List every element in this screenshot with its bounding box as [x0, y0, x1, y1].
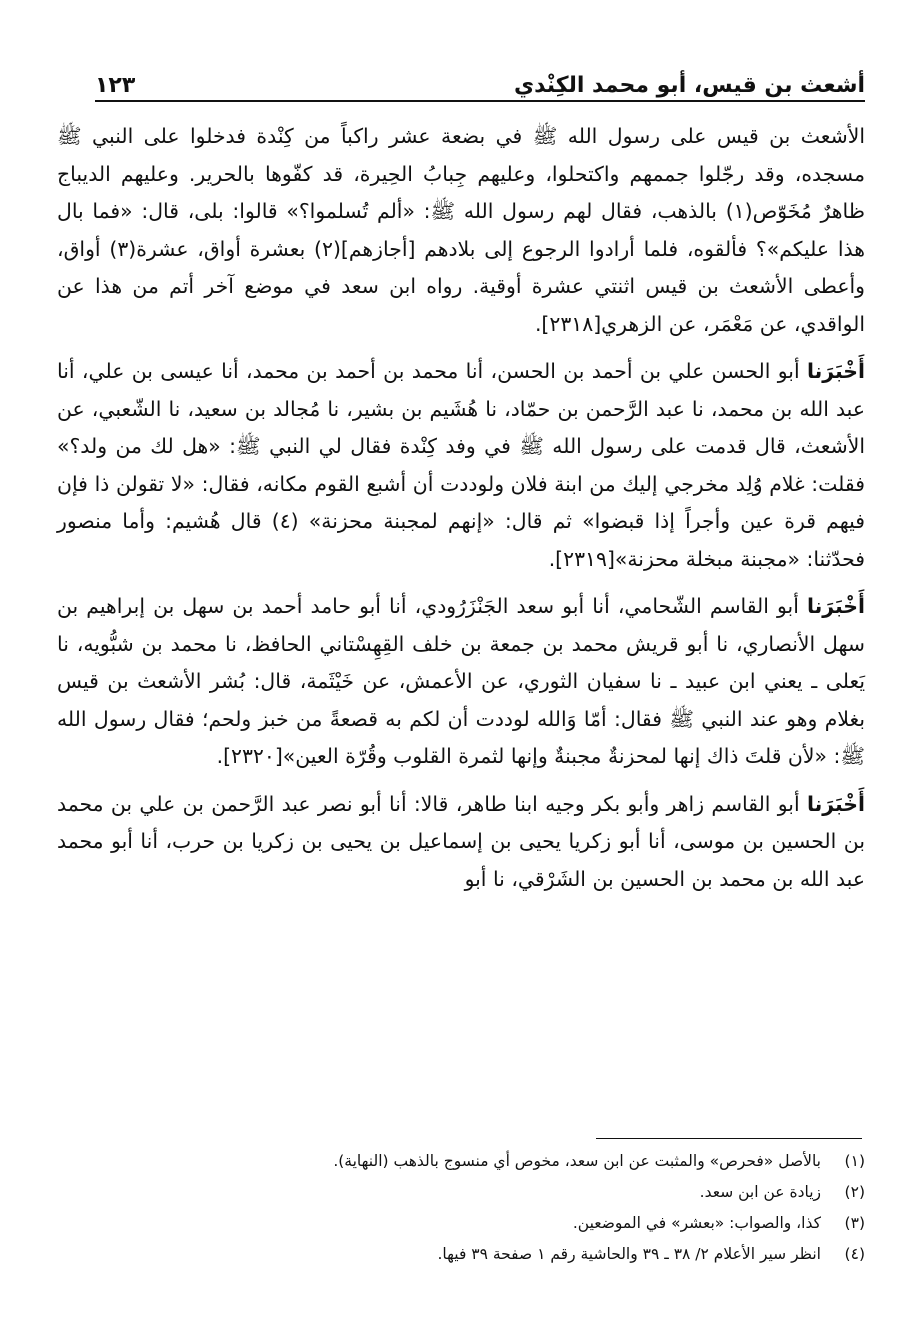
main-text: [57, 118, 865, 898]
paragraph-2-lead: أَخْبَرَنا: [806, 359, 865, 383]
footnote-2: [57, 1177, 865, 1208]
page-header: [95, 54, 865, 102]
footnote-1: [57, 1146, 865, 1177]
paragraph-3: [57, 588, 865, 776]
footnotes: [57, 1146, 865, 1270]
footnote-2-text: زيادة عن ابن سعد.: [699, 1183, 821, 1201]
paragraph-2: [57, 353, 865, 578]
footnote-3-text: كذا، والصواب: «بعشر» في الموضعين.: [572, 1214, 821, 1232]
running-title: أشعث بن قيس، أبو محمد الكِنْدي: [513, 73, 865, 98]
footnote-4-number: (٤): [844, 1245, 865, 1263]
footnote-3: [57, 1208, 865, 1239]
paragraph-4-lead: أَخْبَرَنا: [806, 791, 865, 816]
paragraph-1: [57, 118, 865, 343]
paragraph-3-lead: أَخْبَرَنا: [806, 594, 865, 618]
paragraph-4-text: أبو القاسم زاهر وأبو بكر وجيه ابنا طاهر، قالا: أنا أبو نصر عبد الرَّحمن بن علي بن محمد بن الحسين بن موسى، أنا أبو زكريا يحيى بن إسماعيل بن يحيى بن زكريا بن حرب، أنا أبو محمد عبد الله بن محمد بن الحسين بن الشَرْقي، نا أبو: [57, 791, 865, 891]
paragraph-2-text: أبو الحسن علي بن أحمد بن الحسن، أنا محمد بن أحمد بن محمد، أنا عيسى بن علي، أنا عبد الله بن محمد، نا عبد الرَّحمن بن حمّاد، نا هُشَيم بن بشير، نا مُجالد بن سعيد، نا الشّعبي، عن الأشعث، قال قدمت على رسول الله ﷺ في وفد كِنْدة فقال لي النبي ﷺ: «هل لك من ولد؟» فقلت: غلام وُلِد مخرجي إليك من ابنة فلان ولوددت أن أشبع القوم مكانه، فقال: «لا تقولن ذا فإن فيهم قرة عين وأجراً إذا قبضوا» ثم قال: «إنهم لمجبنة محزنة» (٤) قال هُشيم: وأما منصور فحدّثنا: «مجبنة مبخلة محزنة»[٢٣١٩].: [57, 359, 866, 571]
footnote-divider: [596, 1138, 862, 1139]
page-number: ١٢٣: [95, 73, 136, 98]
footnote-1-number: (١): [844, 1152, 865, 1170]
footnote-4-text: انظر سير الأعلام ٢/ ٣٨ ـ ٣٩ والحاشية رقم ١ صفحة ٣٩ فيها.: [437, 1245, 821, 1263]
footnote-3-number: (٣): [844, 1214, 865, 1232]
footnote-1-text: بالأصل «فحرص» والمثبت عن ابن سعد، مخوص أي منسوج بالذهب (النهاية).: [333, 1152, 821, 1170]
paragraph-4: [57, 786, 865, 899]
footnote-4: [57, 1239, 865, 1270]
footnote-2-number: (٢): [844, 1183, 865, 1201]
paragraph-1-text: الأشعث بن قيس على رسول الله ﷺ في بضعة عشر راكباً من كِنْدة فدخلوا على النبي ﷺ مسجده، وقد رجّلوا جممهم واكتحلوا، وعليهم جِبابُ الحِيرة، قد كفّوها بالحرير. وعليهم الديباج ظاهرٌ مُخَوّص(١) بالذهب، فقال لهم رسول الله ﷺ: «ألم تُسلموا؟» قالوا: بلى، قال: «فما بال هذا عليكم»؟ فألقوه، فلما أرادوا الرجوع إلى بلادهم [أجازهم](٢) بعشرة أواق، عشرة(٣) أواق، وأعطى الأشعث بن قيس اثنتي عشرة أوقية. رواه ابن سعد في موضع آخر أتم من هذا عن الواقدي، عن مَعْمَر، عن الزهري[٢٣١٨].: [57, 124, 865, 336]
paragraph-3-text: أبو القاسم الشّحامي، أنا أبو سعد الجَنْزَرُودي، أنا أبو حامد أحمد بن سهل بن إبراهيم بن سهل الأنصاري، نا أبو قريش محمد بن جمعة بن خلف القِهِسْتاني الحافظ، نا محمد بن شبُّويه، نا يَعلى ـ يعني ابن عبيد ـ نا سفيان الثوري، عن الأعمش، عن خَيْثَمة، قال: بُشر الأشعث بن قيس بغلام وهو عند النبي ﷺ فقال: أمّا وَالله لوددت أن لكم به قصعةً من خبز ولحم؛ فقال رسول الله ﷺ: «لأن قلتَ ذاك إنها لمحزنةٌ مجبنةٌ وإنها لثمرة القلوب وقُرّة العين»[٢٣٢٠].: [57, 594, 865, 768]
